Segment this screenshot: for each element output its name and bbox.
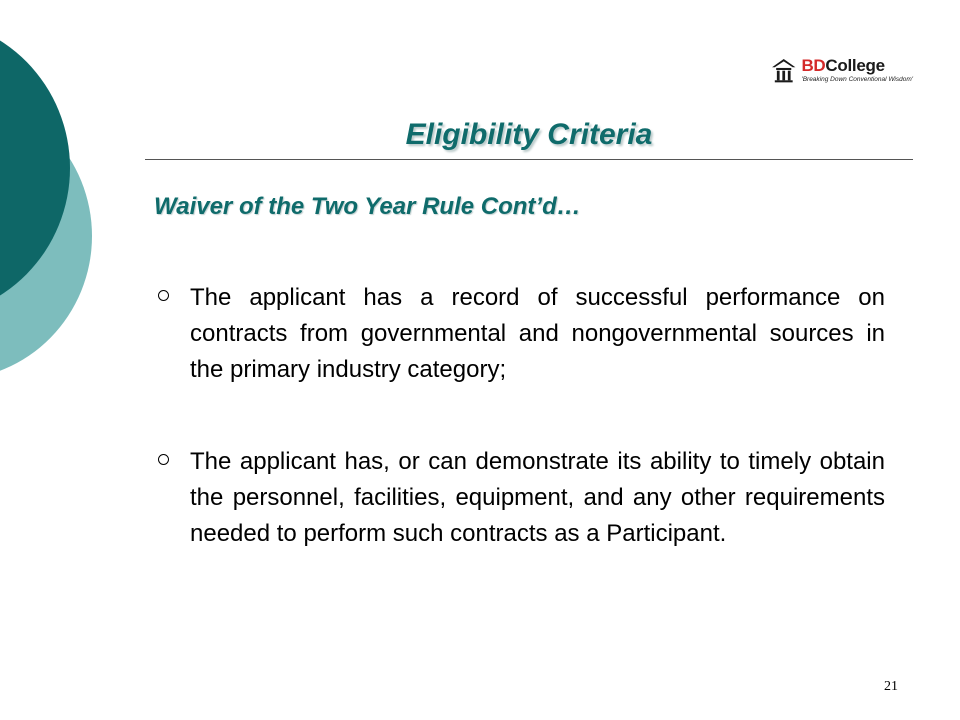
house-icon: [770, 50, 797, 90]
decorative-teal-circles: [0, 0, 120, 420]
bullet-item: [158, 444, 885, 552]
logo-brand-prefix: BD: [801, 55, 826, 75]
bullet-circle-icon: [158, 454, 169, 465]
title-divider: [145, 159, 913, 160]
logo-tagline: 'Breaking Down Conventional Wisdom': [801, 75, 913, 83]
slide-subtitle: Waiver of the Two Year Rule Cont’d…: [154, 193, 581, 220]
bullet-text: The applicant has a record of successful performance on contracts from governmental and nongovernmental sources in the primary industry category;: [190, 284, 885, 383]
bullet-list: [158, 280, 885, 608]
page-number: 21: [884, 679, 898, 694]
bdcollege-logo: [768, 36, 913, 104]
logo-brand-suffix: College: [825, 55, 885, 75]
logo-wordmark: [801, 57, 913, 75]
bullet-item: [158, 280, 885, 388]
bullet-circle-icon: [158, 290, 169, 301]
bullet-text: The applicant has, or can demonstrate its ability to timely obtain the personnel, facilities, equipment, and any other requirements needed to perform such contracts as a Participant.: [190, 448, 885, 547]
slide-title: Eligibility Criteria: [405, 118, 653, 151]
